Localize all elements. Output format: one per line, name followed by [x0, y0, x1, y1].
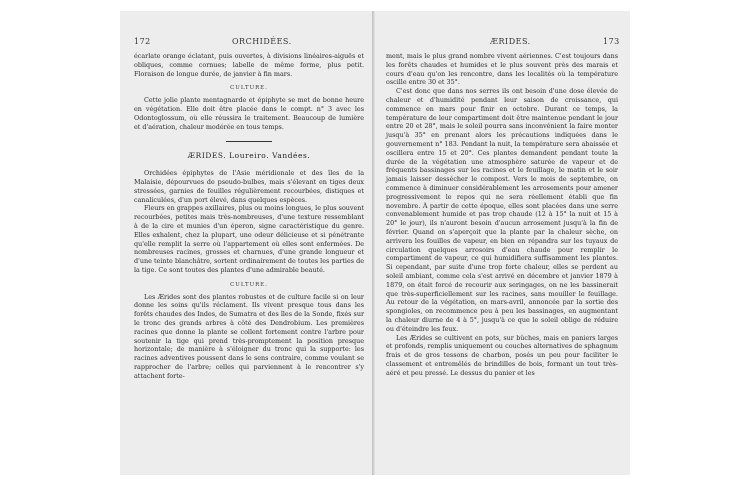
text-paragraph: Orchidées épiphytes de l'Asie méridionale et des îles de la Malaisie, dépourvues de pseudo-bulbes, mais s'élevant en tiges deux stressées, garnies de feuilles régulièrement recourbées, distiques et canaliculées, d'un port élevé, dans quelques espèces. — [134, 169, 364, 204]
text-paragraph: ment, mais le plus grand nombre vivent aériennes. C'est toujours dans les forêts chaudes et humides et le plus souvent près des marais et cours d'eau qu'on les rencontre, dans les localités où la température oscille entre 30 et 35°. — [386, 52, 618, 87]
text-paragraph: Cette jolie plante mentagnarde et épiphyte se met de bonne heure en végétation. Elle doit être placée dans le compt. n° 3 avec les Odontoglossum, où elle réussira le traitement. Beaucoup de lumière et d'aération, chaleur modérée en tous temps. — [134, 96, 364, 131]
text-paragraph: écarlate orange éclatant, puis ouvertes, à divisions linéaires-aiguës et obliques, comme cornues; labelle de même forme, plus petit. Floraison de longue durée, de janvier à fin mars. — [134, 52, 364, 78]
text-paragraph: Fleurs en grappes axillaires, plus ou moins longues, le plus souvent recourbées, petites mais très-nombreuses, d'une texture ressemblant à de la cire et munies d'un éperon, signe caractéristique du genre. Elles exhalent, chez la plupart, une odeur délicieuse et si pénétrante qu'elle remplit la serre où l'appartement où elles sont enfermées. De nombreuses racines, grosses et charnues, d'une grande longueur et d'une teinte blanchâtre, sortent ordinairement de toutes les parties de la tige. Ce sont toutes des plantes d'une admirable beauté. — [134, 204, 364, 274]
right-running-head: ÆRIDES. — [490, 37, 531, 46]
section-heading: CULTURE. — [230, 85, 268, 92]
left-running-head: ORCHIDÉES. — [232, 37, 292, 46]
left-page-body — [134, 52, 364, 381]
right-page-body — [386, 52, 618, 377]
text-paragraph: Les Ærides se cultivent en pots, sur bûches, mais en paniers larges et profonds, remplis uniquement ou couches alternatives de sphagnum frais et de gros tessons de charbon, posés un peu pour faciliter le classement et entremêlés de brindilles de bois, formant un tout très-aéré et peu pressé. Le dessus du panier et les — [386, 333, 618, 377]
right-page-number: 173 — [603, 37, 620, 46]
left-page-number: 172 — [134, 37, 151, 46]
text-paragraph: Les Ærides sont des plantes robustes et de culture facile si on leur donne les soins qu'ils réclament. Ils vivent presque tous dans les forêts chaudes des Indes, de Sumatra et des îles de la Sonde, fixés sur le tronc des grands arbres à côté des Dendrobium. Les premières racines que donne la plante se collent fortement contre l'arbre pour soutenir la tige qui prend très-promptement la position presque horizontale; de manière à s'éloigner du tronc qui la supporte: les racines adventives poussent dans le sens contraire, comme voulant se rapprocher de l'arbre; celles qui parviennent à le rencontrer s'y attachent forte- — [134, 292, 364, 380]
section-divider — [226, 141, 272, 142]
text-paragraph: C'est donc que dans nos serres ils ont besoin d'une dose élevée de chaleur et d'humidité pendant leur saison de croissance, qui commence en mars pour finir en octobre. Durant ce temps, la température de leur compartiment doit être maintenue pendant le jour entre 20 et 28°, mais le soleil pourra sans inconvénient la faire monter jusqu'à 35° en prenant alors les précautions indiquées dans le gouvernement n° 183. Pendant la nuit, la température sera abaissée et oscillera entre 15 et 20°. Ces plantes demandent pendant toute la durée de la végétation une atmosphère saturée de vapeur et de fréquents bassinages sur les racines et le feuillage, le matin et le soir jamais laisser dessécher le compost. Vers le mois de septembre, on commence à diminuer considérablement les arrosements pour amener progressivement le repos qui ne sera réellement établi que fin novembre. À partir de cette époque, elles sont placées dans une serre convenablement humide et pas trop chaude (12 à 15° la nuit et 15 à 20° le jour), ils n'auront besoin d'aucun arrosement jusqu'à la fin de février. Quand on s'aperçoit que la plante par la chaleur sèche, on arrivera les fouilles de vapeur, en bien en répandra sur les tuyaux de circulation quelques arrosoirs d'eau chaude pour remplir le compartiment de vapeur, ce qui humidifiera suffisamment les plantes. Si cependant, par suite d'une trop forte chaleur, elles se perdent au soleil ambiant, comme cela s'est arrivé en décembre et janvier 1879 à 1879, on était forcé de recourir aux seringages, on ne les bassinerait que très-superficiellement sur les racines, sans mouiller le feuillage. Au retour de la végétation, en mars-avril, annoncée par la sortie des spongioles, on recommence peu à peu les bassinages, en augmentant la chaleur diurne de 4 à 5°, jusqu'à ce que le soleil oblige de réduire ou d'éteindre les feux. — [386, 87, 618, 333]
section-heading: CULTURE. — [230, 281, 268, 288]
genus-title: ÆRIDES. Loureiro. Vandées. — [187, 151, 311, 161]
